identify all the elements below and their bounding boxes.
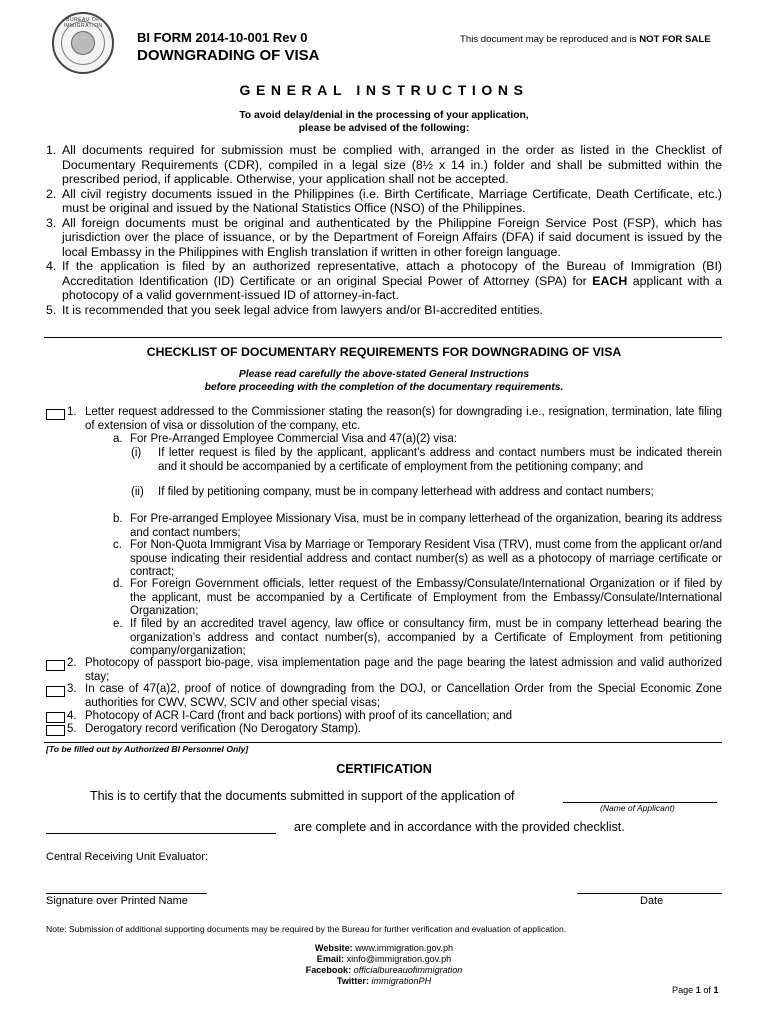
certification-statement-end: are complete and in accordance with the provided checklist.	[294, 820, 625, 834]
checklist-note-line1: Please read carefully the above-stated General Instructions	[238, 369, 530, 380]
requirement-1e-label: e.	[113, 618, 123, 630]
facebook-line: Facebook: officialbureauofimmigration	[305, 965, 463, 975]
requirement-1-text: Letter request addressed to the Commissioner stating the reason(s) for downgrading i.e., resignation, termination, late filing of extension of visa or dissolution of the company, etc.	[85, 406, 722, 432]
section-divider	[44, 337, 722, 338]
instruction-item: 4. If the application is filed by an authorized representative, attach a photocopy of the Bureau of Immigration (BI) Accreditation Identification (ID) Certificate or an original Special Power of Attorney (SPA) for EACH applicant with a photocopy of a valid government-issued ID of attorney-in-fact.	[46, 259, 722, 302]
evaluator-label: Central Receiving Unit Evaluator:	[46, 851, 209, 863]
requirement-1a-i-label: (i)	[131, 447, 142, 459]
seal-text: BUREAU OF IMMIGRATION	[63, 17, 103, 29]
general-instructions-title: GENERAL INSTRUCTIONS	[239, 82, 529, 98]
website-line: Website: www.immigration.gov.ph	[314, 943, 454, 953]
instruction-item: 3. All foreign documents must be original and authenticated by the Philippine Foreign Service Post (FSP), which has jurisdiction over the place of issuance, or by the Department of Foreign Affairs (DFA) if said document is issued by the local Embassy in the Philippines with English translation if written in other foreign language.	[46, 215, 722, 259]
requirement-5-checkbox[interactable]	[46, 725, 65, 736]
requirement-1a-ii-text: If filed by petitioning company, must be in company letterhead with address and contact numbers;	[158, 486, 654, 498]
requirement-5-number: 5.	[67, 723, 77, 735]
checklist-note-line2: before proceeding with the completion of the documentary requirements.	[204, 382, 564, 393]
instructions-lead-line2: please be advised of the following:	[298, 123, 470, 134]
requirement-2-number: 2.	[67, 657, 77, 669]
requirement-4-text: Photocopy of ACR I-Card (front and back portions) with proof of its cancellation; and	[85, 710, 512, 722]
form-title: DOWNGRADING OF VISA	[137, 47, 320, 64]
instructions-lead-line1: To avoid delay/denial in the processing of your application,	[239, 110, 529, 121]
requirement-1a-text: For Pre-Arranged Employee Commercial Visa and 47(a)(2) visa:	[130, 433, 458, 445]
email-link[interactable]: xinfo@immigration.gov.ph	[346, 954, 452, 964]
form-number: BI FORM 2014-10-001 Rev 0	[137, 30, 308, 45]
page-number: Page 1 of 1	[672, 985, 719, 995]
requirement-1e-text: If filed by an accredited travel agency, law office or consultancy firm, must be in company letterhead bearing the organization’s address and contact number(s), accompanied by a Certificate of Employment from petitioning company/organization;	[130, 618, 722, 658]
requirement-1d-text: For Foreign Government officials, letter request of the Embassy/Consulate/International Organization or if filed by the applicant, must be accompanied by a Certificate of Employment from the Embassy/Consulate/International Organization;	[130, 578, 722, 618]
requirement-3-number: 3.	[67, 683, 77, 695]
signature-label: Signature over Printed Name	[46, 895, 188, 907]
requirement-1a-label: a.	[113, 433, 123, 445]
requirement-1b-text: For Pre-arranged Employee Missionary Visa, must be in company letterhead of the organization, bearing its address and contact numbers;	[130, 513, 722, 539]
reproduction-notice: This document may be reproduced and is NOT FOR SALE	[460, 34, 711, 45]
signature-field[interactable]	[46, 893, 207, 894]
requirement-2-text: Photocopy of passport bio-page, visa implementation page and the page bearing the latest admission and valid authorized stay;	[85, 657, 722, 683]
facebook-link[interactable]: officialbureauofimmigration	[353, 965, 463, 975]
instruction-item: 2. All civil registry documents issued in the Philippines (i.e. Birth Certificate, Marriage Certificate, Death Certificate, etc.) must be original and issued by the National Statistics Office (NSO) of the Philippines.	[46, 186, 722, 215]
twitter-link[interactable]: immigrationPH	[371, 976, 432, 986]
certification-statement: This is to certify that the documents submitted in support of the application of	[90, 789, 515, 803]
applicant-name-caption: (Name of Applicant)	[600, 803, 675, 813]
applicant-name-continuation-field[interactable]	[46, 833, 276, 834]
requirement-1c-label: c.	[113, 539, 122, 551]
requirement-5-text: Derogatory record verification (No Derogatory Stamp).	[85, 723, 362, 735]
requirement-3-text: In case of 47(a)2, proof of notice of downgrading from the DOJ, or Cancellation Order from the Special Economic Zone authorities for CWV, SCWV, SCIV and other special visas;	[85, 683, 722, 709]
date-field[interactable]	[577, 893, 722, 894]
certification-divider	[44, 742, 722, 743]
checklist-title: CHECKLIST OF DOCUMENTARY REQUIREMENTS FOR DOWNGRADING OF VISA	[146, 345, 622, 359]
requirement-1c-text: For Non-Quota Immigrant Visa by Marriage or Temporary Resident Visa (TRV), must come from the applicant or/and spouse indicating their residential address and contact number(s) as well as a photocopy of marriage certificate or contract;	[130, 539, 722, 579]
certification-title: CERTIFICATION	[336, 762, 432, 776]
requirement-1a-ii-label: (ii)	[131, 486, 144, 498]
requirement-1d-label: d.	[113, 578, 123, 590]
requirement-3-checkbox[interactable]	[46, 686, 65, 697]
general-instructions-list	[46, 143, 722, 317]
requirement-2-checkbox[interactable]	[46, 660, 65, 671]
requirement-1a-i-text: If letter request is filed by the applicant, applicant’s address and contact numbers must be indicated therein and it should be accompanied by a certificate of employment from the petitioning company; and	[158, 447, 722, 473]
twitter-line: Twitter: immigrationPH	[336, 976, 432, 986]
date-label: Date	[640, 895, 664, 907]
bureau-seal-logo	[52, 12, 114, 74]
requirement-1b-label: b.	[113, 513, 123, 525]
email-line: Email: xinfo@immigration.gov.ph	[316, 954, 452, 964]
requirement-4-checkbox[interactable]	[46, 712, 65, 723]
instruction-item: 5. It is recommended that you seek legal advice from lawyers and/or BI-accredited entities.	[46, 302, 543, 317]
bi-personnel-note: [To be filled out by Authorized BI Personnel Only]	[46, 744, 249, 754]
website-link[interactable]: www.immigration.gov.ph	[355, 943, 454, 953]
requirement-4-number: 4.	[67, 710, 77, 722]
requirement-1-checkbox[interactable]	[46, 409, 65, 420]
requirement-1-number: 1.	[67, 406, 77, 418]
instruction-item: 1. All documents required for submission must be complied with, arranged in the order as listed in the Checklist of Documentary Requirements (CDR), compiled in a legal size (8½ x 14 in.) folder and shall be submitted within the prescribed period, if applicable. Otherwise, your application shall not be accepted.	[46, 143, 722, 186]
footer-note: Note: Submission of additional supporting documents may be required by the Bureau for further verification and evaluation of application.	[46, 924, 567, 934]
